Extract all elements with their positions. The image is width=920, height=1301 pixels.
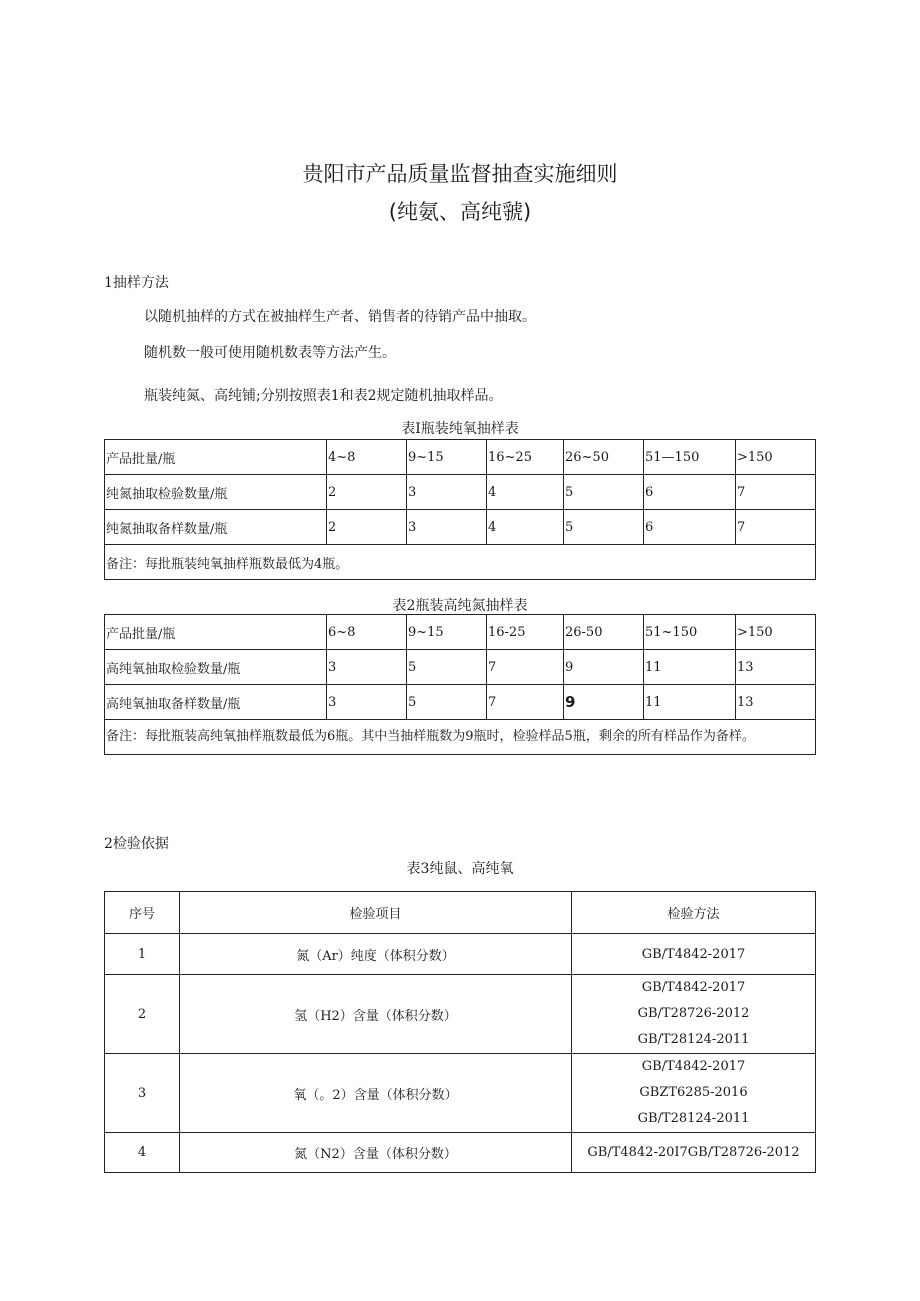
table-cell: 2 bbox=[327, 475, 407, 510]
table-cell: 7 bbox=[487, 650, 564, 685]
section-1-heading: 1抽样方法 bbox=[104, 275, 169, 291]
table-1-caption: 表I瓶装纯氧抽样表 bbox=[401, 421, 519, 437]
table-cell: 51~150 bbox=[644, 615, 736, 650]
document-subtitle: (纯氨、高纯虢) bbox=[388, 200, 532, 224]
section-2-heading: 2检验依据 bbox=[104, 836, 169, 852]
table-cell: 16~25 bbox=[487, 440, 564, 475]
table-cell: 26-50 bbox=[564, 615, 644, 650]
method-line: GB/T28124-2011 bbox=[637, 1111, 750, 1126]
paragraph: 随机数一般可使用随机数表等方法产生。 bbox=[144, 345, 396, 361]
document-title: 贵阳市产品质量监督抽查实施细则 bbox=[302, 162, 618, 186]
table-cell: 高纯氧抽取检验数量/瓶 bbox=[105, 650, 327, 685]
table-3 bbox=[104, 891, 816, 1173]
inspection-method: GB/T4842-20I7GB/T28726-2012 bbox=[572, 1133, 816, 1173]
method-line: GB/T28726-2012 bbox=[637, 1006, 750, 1021]
method-line: GB/T4842-2017 bbox=[641, 1059, 746, 1074]
table-row bbox=[105, 475, 816, 510]
table-cell: 16-25 bbox=[487, 615, 564, 650]
paragraph: 以随机抽样的方式在被抽样生产者、销售者的待销产品中抽取。 bbox=[144, 309, 536, 325]
table-cell: 9~15 bbox=[407, 615, 487, 650]
row-number: 4 bbox=[105, 1133, 180, 1173]
column-header: 检验项目 bbox=[180, 892, 572, 934]
table-cell: 产品批量/瓶 bbox=[105, 440, 327, 475]
table-cell: 高纯氧抽取备样数量/瓶 bbox=[105, 685, 327, 720]
table-row bbox=[105, 545, 816, 580]
table-cell: 4 bbox=[487, 510, 564, 545]
table-1 bbox=[104, 439, 816, 580]
inspection-item: 氧（。2）含量（体积分数） bbox=[180, 1054, 572, 1133]
table-cell: 5 bbox=[564, 475, 644, 510]
table-cell: 51—150 bbox=[644, 440, 736, 475]
table-cell: 纯氮抽取检验数量/瓶 bbox=[105, 475, 327, 510]
inspection-item: 氮（N2）含量（体积分数） bbox=[180, 1133, 572, 1173]
table-row bbox=[105, 615, 816, 650]
table-cell: 产品批量/瓶 bbox=[105, 615, 327, 650]
table-cell: 9 bbox=[564, 650, 644, 685]
table-cell: 9 bbox=[564, 685, 644, 720]
inspection-method bbox=[572, 1054, 816, 1133]
table-cell: 4~8 bbox=[327, 440, 407, 475]
column-header: 检验方法 bbox=[572, 892, 816, 934]
table-cell: 5 bbox=[407, 650, 487, 685]
table-cell: 9~15 bbox=[407, 440, 487, 475]
table-row bbox=[105, 975, 816, 1054]
inspection-method: GB/T4842-2017 bbox=[572, 934, 816, 975]
column-header: 序号 bbox=[105, 892, 180, 934]
table-cell: 13 bbox=[736, 650, 816, 685]
table-cell: >150 bbox=[736, 615, 816, 650]
inspection-item: 氮（Ar）纯度（体积分数） bbox=[180, 934, 572, 975]
row-number: 3 bbox=[105, 1054, 180, 1133]
table-cell: 11 bbox=[644, 650, 736, 685]
method-line: GB/T28124-2011 bbox=[637, 1032, 750, 1047]
table-row bbox=[105, 1133, 816, 1173]
table-cell: 6 bbox=[644, 510, 736, 545]
table-cell: 7 bbox=[736, 475, 816, 510]
table-3-caption: 表3纯鼠、高纯氧 bbox=[406, 861, 514, 877]
table-cell: 3 bbox=[407, 510, 487, 545]
table-row bbox=[105, 720, 816, 755]
table-cell: 2 bbox=[327, 510, 407, 545]
inspection-item: 氢（H2）含量（体积分数） bbox=[180, 975, 572, 1054]
table-row bbox=[105, 934, 816, 975]
table-1-note: 备注：每批瓶装纯氧抽样瓶数最低为4瓶。 bbox=[105, 545, 816, 580]
table-cell: >150 bbox=[736, 440, 816, 475]
table-row bbox=[105, 685, 816, 720]
table-cell: 6 bbox=[644, 475, 736, 510]
table-row bbox=[105, 1054, 816, 1133]
row-number: 2 bbox=[105, 975, 180, 1054]
table-cell: 7 bbox=[736, 510, 816, 545]
table-cell: 6~8 bbox=[327, 615, 407, 650]
table-2-caption: 表2瓶装高纯氮抽样表 bbox=[392, 598, 528, 614]
table-cell: 7 bbox=[487, 685, 564, 720]
table-cell: 11 bbox=[644, 685, 736, 720]
table-2-note: 备注：每批瓶装高纯氧抽样瓶数最低为6瓶。其中当抽样瓶数为9瓶时，检验样品5瓶，剩余的所有样品作为备样。 bbox=[105, 720, 816, 755]
table-row bbox=[105, 650, 816, 685]
table-cell: 5 bbox=[564, 510, 644, 545]
table-cell: 5 bbox=[407, 685, 487, 720]
table-row bbox=[105, 440, 816, 475]
paragraph: 瓶装纯氮、高纯铺;分别按照表1和表2规定随机抽取样品。 bbox=[144, 388, 503, 404]
inspection-method bbox=[572, 975, 816, 1054]
table-row bbox=[105, 510, 816, 545]
table-cell: 3 bbox=[327, 650, 407, 685]
table-2 bbox=[104, 614, 816, 755]
method-line: GB/T4842-2017 bbox=[641, 980, 746, 995]
row-number: 1 bbox=[105, 934, 180, 975]
table-cell: 纯氮抽取备样数量/瓶 bbox=[105, 510, 327, 545]
table-cell: 3 bbox=[407, 475, 487, 510]
table-cell: 13 bbox=[736, 685, 816, 720]
table-cell: 4 bbox=[487, 475, 564, 510]
table-cell: 26~50 bbox=[564, 440, 644, 475]
method-line: GBZT6285-2016 bbox=[639, 1085, 748, 1100]
table-cell: 3 bbox=[327, 685, 407, 720]
table-header-row bbox=[105, 892, 816, 934]
